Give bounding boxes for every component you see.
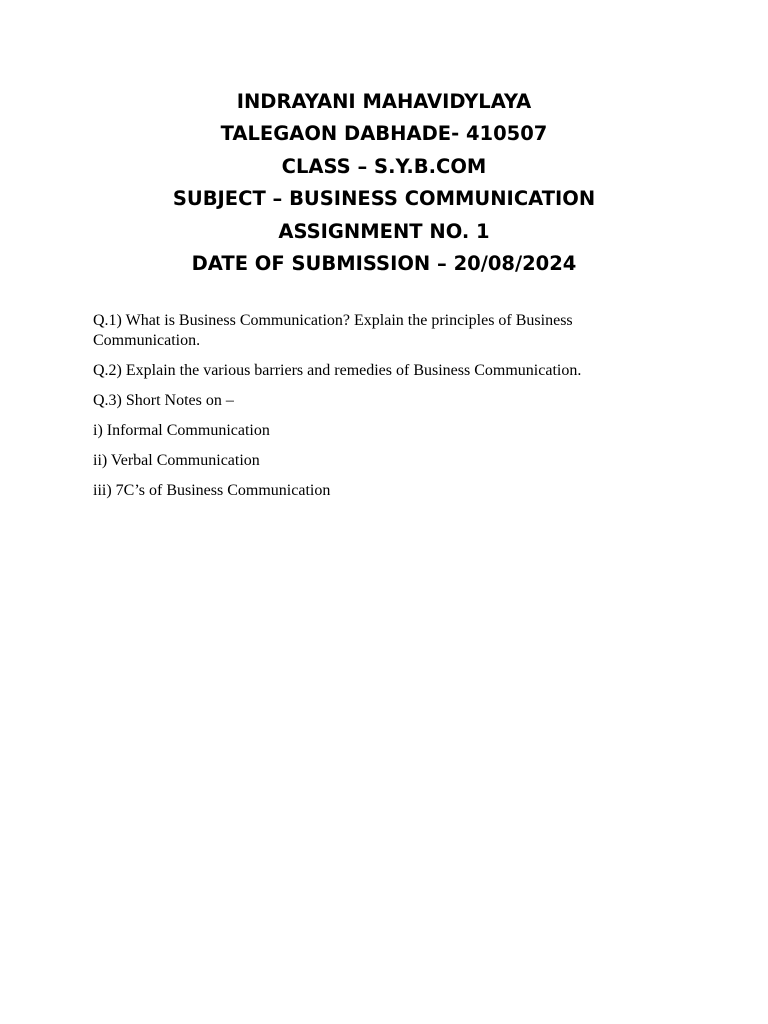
question-3: Q.3) Short Notes on – [93, 392, 234, 409]
questions-section [93, 311, 683, 511]
question-2: Q.2) Explain the various barriers and remedies of Business Communication. [93, 362, 582, 379]
question-1: Q.1) What is Business Communication? Explain the principles of Business Communication. [93, 312, 573, 349]
college-location: TALEGAON DABHADE- 410507 [220, 122, 548, 146]
short-note-item: i) Informal Communication [93, 422, 270, 439]
short-note-item: ii) Verbal Communication [93, 452, 260, 469]
class-line: CLASS – S.Y.B.COM [281, 154, 487, 178]
document-header [0, 86, 768, 280]
college-name: INDRAYANI MAHAVIDYLAYA [236, 90, 532, 113]
short-note-item: iii) 7C’s of Business Communication [93, 482, 331, 499]
submission-date: DATE OF SUBMISSION – 20/08/2024 [191, 251, 577, 275]
assignment-number: ASSIGNMENT NO. 1 [278, 219, 490, 243]
subject-line: SUBJECT – BUSINESS COMMUNICATION [172, 187, 596, 211]
